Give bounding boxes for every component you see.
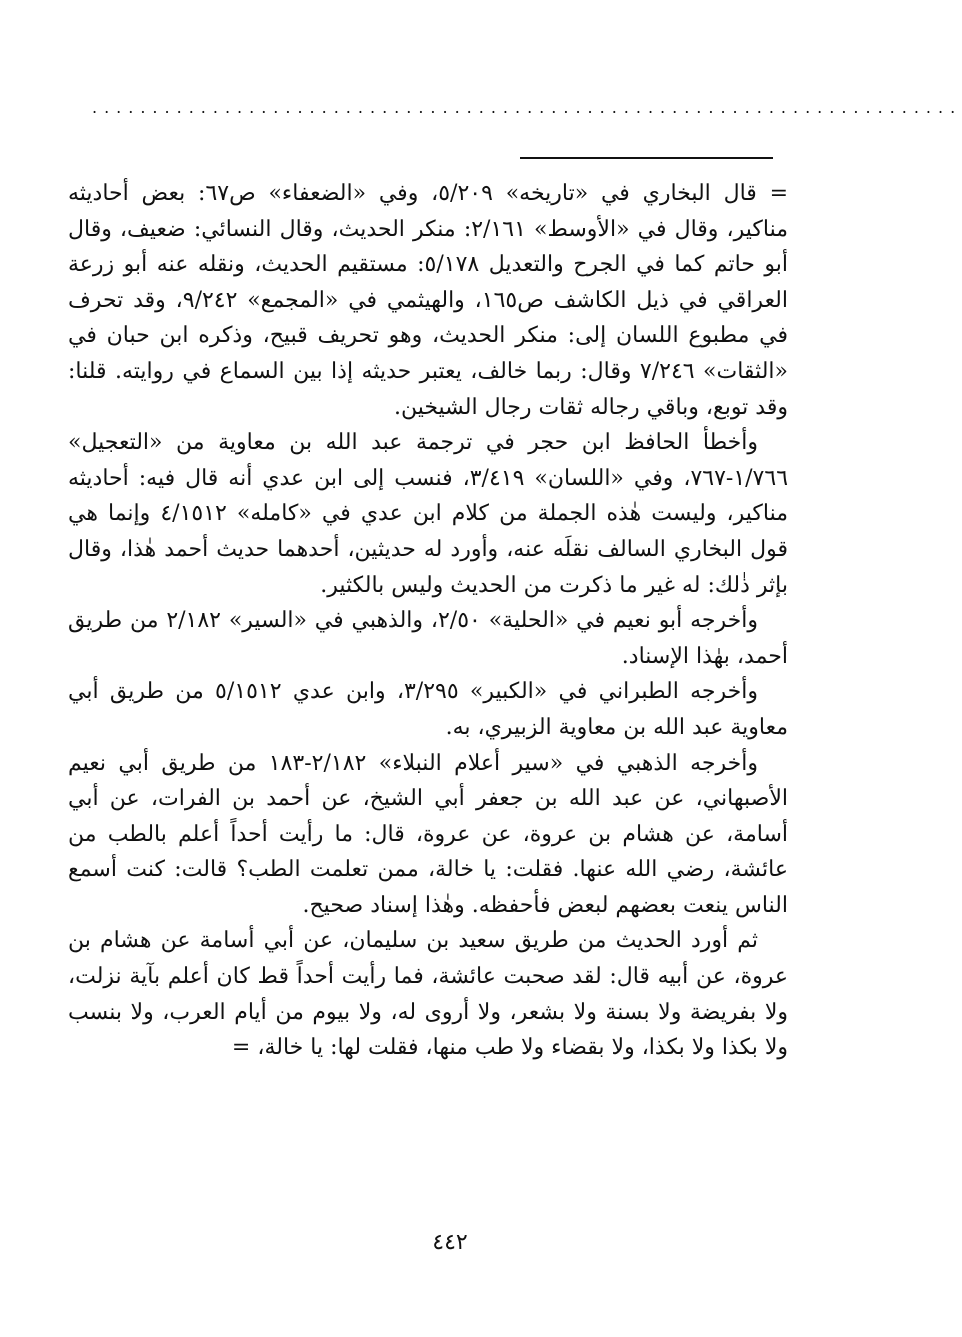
paragraph: ثم أورد الحديث من طريق سعيد بن سليمان، عن أبي أسامة عن هشام بن عروة، عن أبيه قال: لقد صحبت عائشة، فما رأيت أحداً قط كان أعلم بآية نزلت، ولا بفريضة ولا بسنة ولا بشعر، ولا أروى له، ولا بيوم من أيام العرب، ولا بنسب ولا بكذا ولا بكذا، ولا بقضاء ولا طب منها، فقلت لها: يا خالة، =	[68, 928, 788, 1061]
paragraph: = قال البخاري في «تاريخه» ٥/٢٠٩، وفي «الضعفاء» ص٦٧: بعض أحاديثه مناكير، وقال في «الأوسط» ٢/١٦١: منكر الحديث، وقال النسائي: ضعيف، وقال أبو حاتم كما في الجرح والتعديل ٥/١٧٨: مستقيم الحديث، ونقله عنه أبو زرعة العراقي في ذيل الكاشف ص١٦٥، والهيثمي في «المجمع» ٩/٢٤٢، وقد تحرف في مطبوع اللسان إلى: منكر الحديث، وهو تحريف قبيح، وذكره ابن حبان في «الثقات» ٧/٢٤٦ وقال: ربما خالف، يعتبر حديثه إذا بين السماع في روايته. قلنا: وقد توبع، وباقي رجاله ثقات رجال الشيخين.	[68, 181, 788, 420]
paragraph: وأخطأ الحافظ ابن حجر في ترجمة عبد الله بن معاوية من «التعجيل» ١/٧٦٦-٧٦٧، وفي «اللسان» ٣/٤١٩، فنسب إلى ابن عدي أنه قال فيه: أحاديثه مناكير، وليست هٰذه الجملة من كلام ابن عدي في «كامله» ٤/١٥١٢ وإنما هي قول البخاري السالف نقلَه عنه، وأورد له حديثين، أحدهما حديث أحمد هٰذا، وقال بإثر ذٰلك: له غير ما ذكرت من الحديث وليس بالكثير.	[68, 430, 789, 598]
paragraph: وأخرجه الطبراني في «الكبير» ٣/٢٩٥، وابن عدي ٥/١٥١٢ من طريق أبي معاوية عبد الله بن معاوية الزبيري، به.	[68, 679, 788, 740]
dotted-separator: ........................................................................	[92, 98, 962, 117]
footnote-text	[68, 176, 788, 1066]
page-number: ٤٤٢	[432, 1230, 468, 1255]
paragraph: وأخرجه الذهبي في «سير أعلام النبلاء» ٢/١٨٢-١٨٣ من طريق أبي نعيم الأصبهاني، عن عبد الله بن جعفر أبي الشيخ، عن أحمد بن الفرات، عن أبي أسامة، عن هشام بن عروة، عن عروة، قال: ما رأيت أحداً أعلم بالطب من عائشة، رضي الله عنها. فقلت: يا خالة، ممن تعلمت الطب؟ قالت: كنت أسمع الناس ينعت بعضهم لبعض فأحفظه. وهٰذا إسناد صحيح.	[68, 750, 788, 918]
footnote-rule	[520, 157, 773, 159]
paragraph: وأخرجه أبو نعيم في «الحلية» ٢/٥٠، والذهبي في «السير» ٢/١٨٢ من طريق أحمد، بهٰذا الإسناد.	[68, 608, 788, 669]
